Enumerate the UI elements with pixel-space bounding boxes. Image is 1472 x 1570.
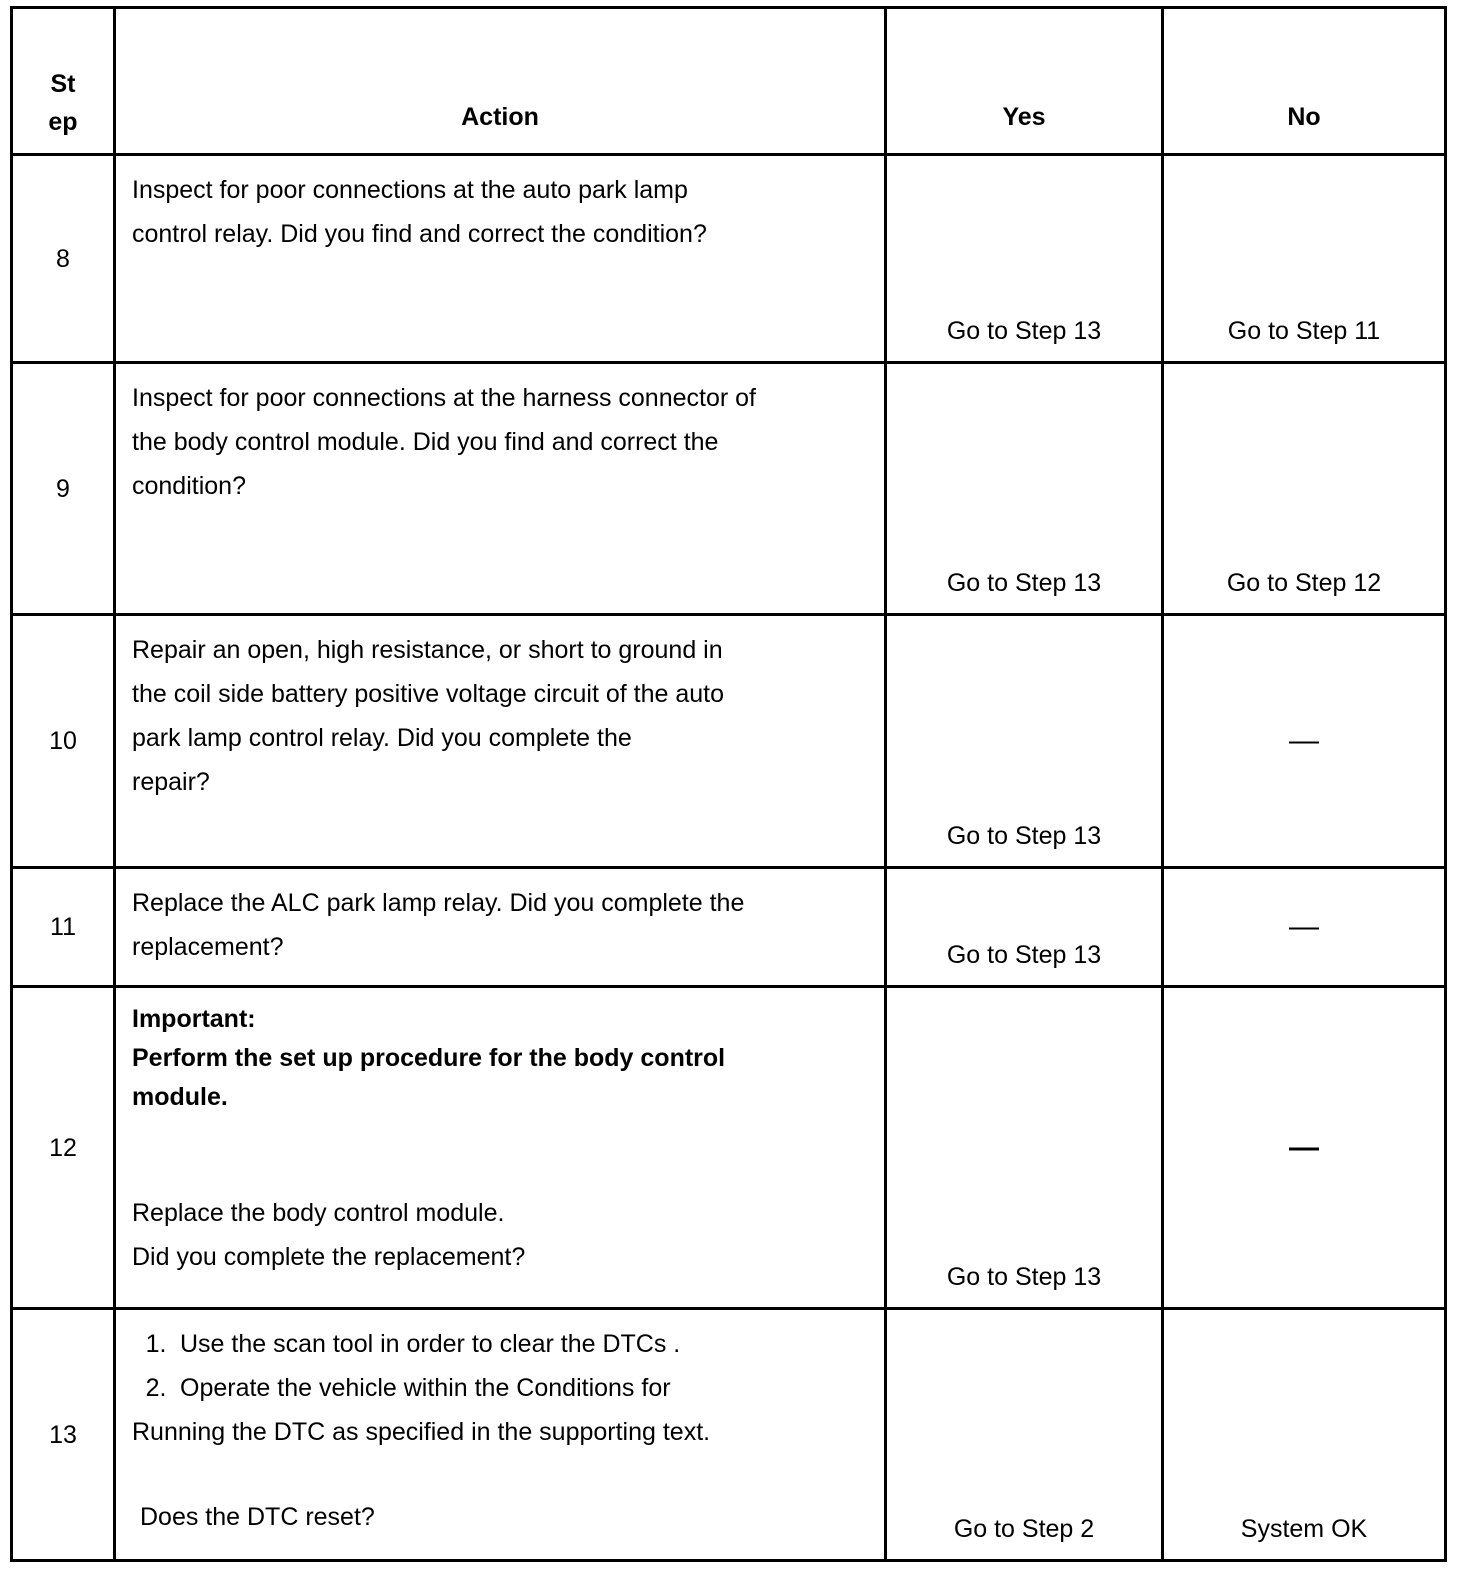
yes-cell: Go to Step 2	[886, 1309, 1163, 1561]
table-row	[12, 155, 1446, 363]
header-yes: Yes	[886, 8, 1163, 155]
diagnostic-steps-table	[10, 6, 1447, 1562]
header-step	[12, 8, 115, 155]
list-item	[132, 1366, 868, 1410]
action-cell	[115, 615, 886, 868]
action-cell	[115, 868, 886, 987]
action-line: condition?	[132, 472, 246, 500]
list-item-number: 1.	[145, 1330, 167, 1358]
action-line: Inspect for poor connections at the harness connector of	[132, 384, 756, 412]
header-action: Action	[115, 8, 886, 155]
action-line: Inspect for poor connections at the auto park lamp	[132, 176, 688, 204]
list-continuation: Running the DTC as specified in the supporting text.	[132, 1418, 711, 1446]
action-line: Repair an open, high resistance, or short to ground in	[132, 636, 723, 664]
table-row	[12, 987, 1446, 1309]
action-line: Replace the body control module.	[132, 1199, 505, 1227]
header-no: No	[1163, 8, 1446, 155]
no-cell: Go to Step 11	[1163, 155, 1446, 363]
list-item-number: 2.	[145, 1374, 167, 1402]
diagnostic-table-page	[10, 6, 1444, 1564]
action-cell	[115, 1309, 886, 1561]
list-item-text: Use the scan tool in order to clear the DTCs .	[180, 1330, 681, 1358]
action-cell	[115, 363, 886, 615]
action-line: the body control module. Did you find and correct the	[132, 428, 719, 456]
list-item	[132, 1322, 868, 1366]
yes-cell: Go to Step 13	[886, 155, 1163, 363]
action-cell	[115, 987, 886, 1309]
question-line: Does the DTC reset?	[140, 1503, 375, 1531]
yes-cell: Go to Step 13	[886, 868, 1163, 987]
no-cell: —	[1163, 615, 1446, 868]
header-step-line2: ep	[48, 108, 78, 136]
step-number: 11	[12, 868, 115, 987]
yes-cell: Go to Step 13	[886, 615, 1163, 868]
action-line: repair?	[132, 768, 210, 796]
table-header-row	[12, 8, 1446, 155]
yes-cell: Go to Step 13	[886, 363, 1163, 615]
step-number: 13	[12, 1309, 115, 1561]
important-line: module.	[132, 1083, 228, 1111]
table-row	[12, 615, 1446, 868]
table-row	[12, 1309, 1446, 1561]
step-number: 9	[12, 363, 115, 615]
yes-cell: Go to Step 13	[886, 987, 1163, 1309]
no-cell: Go to Step 12	[1163, 363, 1446, 615]
important-line: Perform the set up procedure for the body control	[132, 1044, 726, 1072]
table-row	[12, 868, 1446, 987]
action-line: replacement?	[132, 933, 284, 961]
action-line: the coil side battery positive voltage circuit of the auto	[132, 680, 724, 708]
list-item-text: Operate the vehicle within the Conditions for	[180, 1374, 671, 1402]
header-step-line1: St	[50, 70, 76, 98]
no-cell: System OK	[1163, 1309, 1446, 1561]
action-line: control relay. Did you find and correct the condition?	[132, 220, 707, 248]
action-line: Did you complete the replacement?	[132, 1243, 526, 1271]
action-line: park lamp control relay. Did you complete the	[132, 724, 632, 752]
no-cell: —	[1163, 987, 1446, 1309]
step-number: 10	[12, 615, 115, 868]
action-line: Replace the ALC park lamp relay. Did you complete the	[132, 889, 745, 917]
action-cell	[115, 155, 886, 363]
table-row	[12, 363, 1446, 615]
step-number: 8	[12, 155, 115, 363]
important-label: Important:	[132, 1005, 256, 1033]
step-number: 12	[12, 987, 115, 1309]
no-cell: —	[1163, 868, 1446, 987]
